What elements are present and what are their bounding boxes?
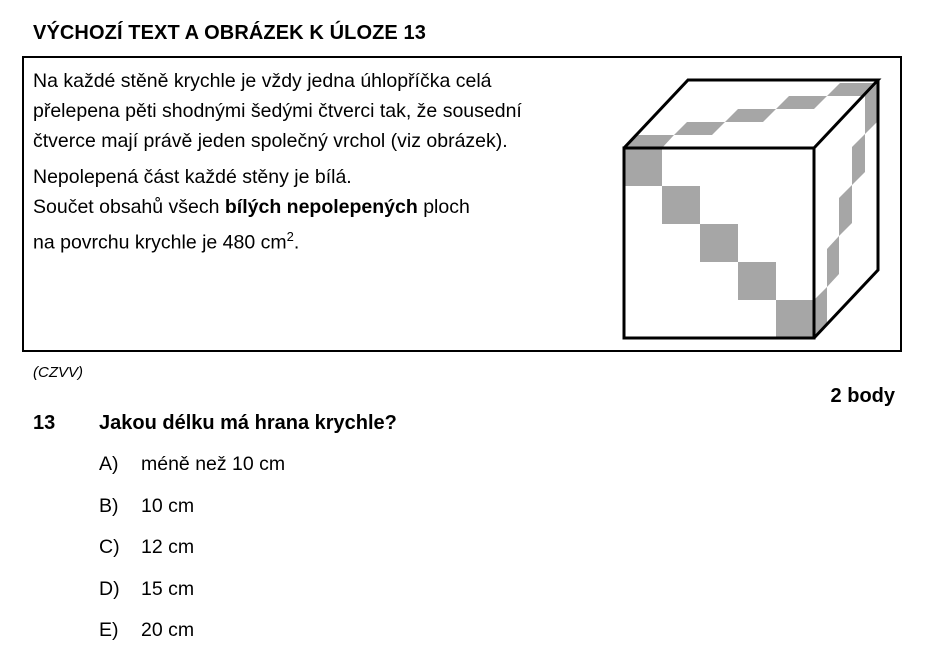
points-label: 2 body [830,385,895,407]
source-note: (CZVV) [33,364,83,381]
option-letter: A) [99,453,119,475]
cube-figure [622,78,888,342]
option-letter: D) [99,577,120,600]
intro-box [22,56,902,352]
intro-line: čtverce mají právě jeden společný vrchol (viz obrázek). [33,130,508,152]
right-tile [839,185,852,236]
option-text: 20 cm [141,619,195,642]
option-letter: C) [99,536,120,559]
front-tile [738,262,776,300]
front-tile [700,224,738,262]
right-tile [827,236,839,287]
top-tile [725,109,776,122]
answer-option-e[interactable] [99,619,285,661]
intro-line: Na každé stěně krychle je vždy jedna úhlopříčka celá [33,70,492,92]
intro-line [33,192,593,222]
answer-option-c[interactable] [99,536,285,578]
right-tile [852,134,865,185]
front-tile [662,186,700,224]
option-letter: E) [99,619,119,642]
intro-text-part: ploch [417,196,470,218]
intro-line: přelepena pěti shodnými šedými čtverci tak, že sousední [33,100,522,122]
intro-text-part: na povrchu krychle je 480 cm [33,231,287,254]
answer-option-d[interactable] [99,578,285,620]
intro-text-part: Součet obsahů všech [33,196,225,218]
top-tile [674,122,725,135]
option-letter: B) [99,494,119,517]
front-tile [624,148,662,186]
option-text: méně než 10 cm [141,453,286,475]
intro-bold-part: bílých nepolepených [224,196,418,218]
answer-options [99,453,285,661]
option-text: 10 cm [141,494,195,517]
answer-option-a[interactable] [99,453,285,495]
option-text: 15 cm [141,577,195,600]
front-tile [776,300,814,338]
intro-text-part: . [293,231,300,254]
option-text: 12 cm [141,536,195,559]
section-heading: VÝCHOZÍ TEXT A OBRÁZEK K ÚLOZE 13 [33,22,426,44]
intro-line: Nepolepená část každé stěny je bílá. [33,166,352,188]
intro-text [33,66,593,258]
answer-option-b[interactable] [99,495,285,537]
question-number: 13 [33,412,56,434]
intro-line [33,222,593,258]
top-tile [776,96,827,109]
superscript: 2 [286,229,294,244]
question-text: Jakou délku má hrana krychle? [99,412,397,434]
